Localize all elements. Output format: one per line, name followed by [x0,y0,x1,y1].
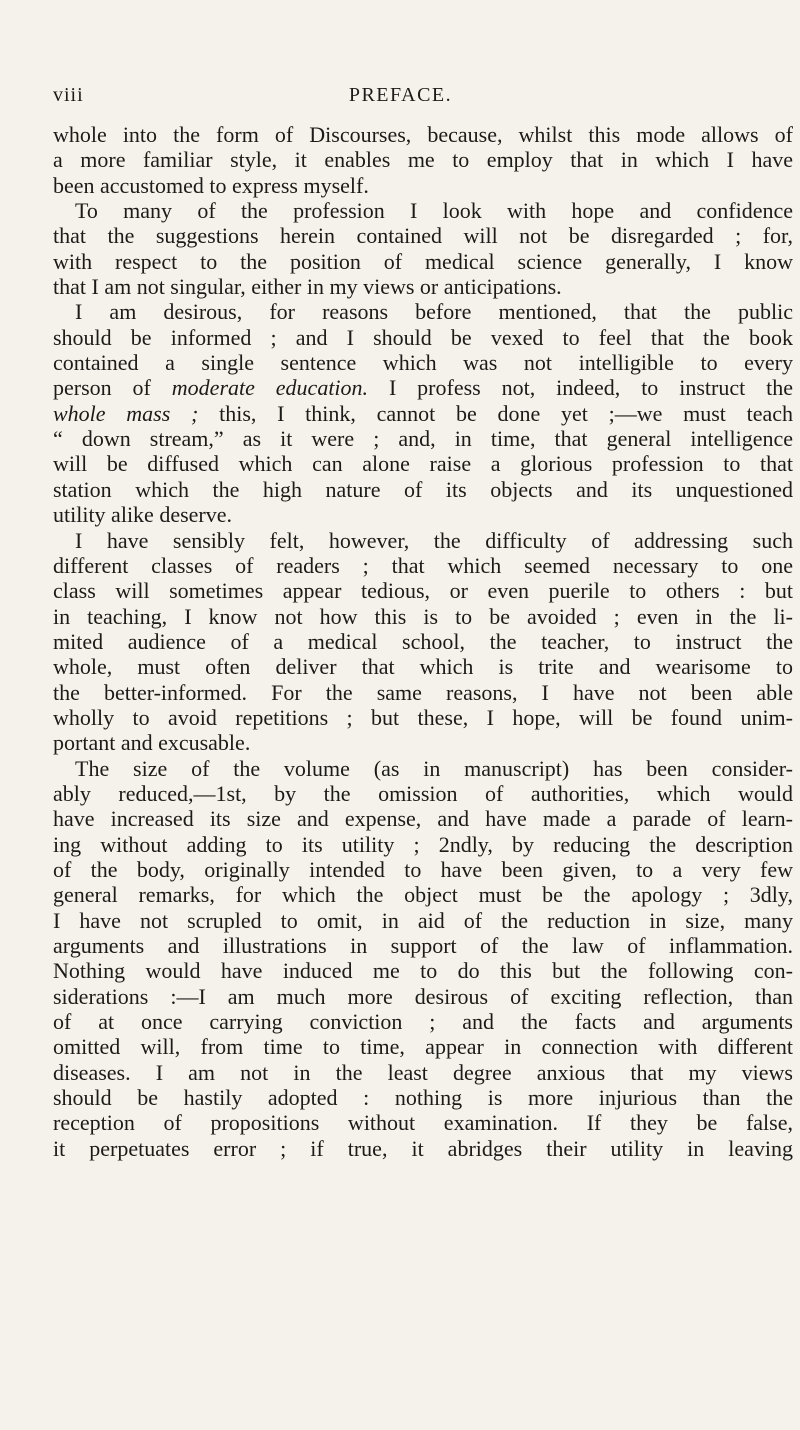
text-line: I am desirous, for reasons before mentioned, that the public [75,299,793,325]
text-line: contained a single sentence which was not intelligible to every [53,350,793,376]
text-line: whole, must often deliver that which is trite and wearisome to [53,654,793,680]
text-line: should be hastily adopted : nothing is more injurious than the [53,1085,793,1111]
text-line: in teaching, I know not how this is to be avoided ; even in the li- [53,603,793,629]
italic-phrase: moderate education. [171,375,369,401]
text-line: siderations :—I am much more desirous of exciting reflection, than [53,983,793,1009]
text-line: with respect to the position of medical science generally, I know [53,248,793,274]
text-segment: person of [53,375,172,401]
text-line: the better-informed. For the same reasons, I have not been able [53,679,793,705]
text-line: wholly to avoid repetitions ; but these, I hope, will be found unim- [53,704,793,730]
text-line: I have sensibly felt, however, the difficulty of addressing such [75,527,793,553]
text-line: utility alike deserve. [53,502,232,528]
text-line: a more familiar style, it enables me to employ that in which I have [53,147,793,173]
text-line: The size of the volume (as in manuscript) has been consider- [75,755,793,781]
text-line: general remarks, for which the object must be the apology ; 3dly, [53,882,793,908]
text-line: omitted will, from time to time, appear in connection with different [53,1034,793,1060]
text-line: diseases. I am not in the least degree anxious that my views [53,1059,793,1085]
text-line: different classes of readers ; that which seemed necessary to one [53,552,793,578]
text-line: I have not scrupled to omit, in aid of the reduction in size, many [53,907,793,933]
text-line: of at once carrying conviction ; and the facts and arguments [53,1009,793,1035]
body-text [53,122,793,1161]
text-line: mited audience of a medical school, the teacher, to instruct the [53,628,793,654]
text-line-with-italic [53,401,793,426]
text-line: of the body, originally intended to have been given, to a very few [53,856,793,882]
text-line: arguments and illustrations in support of the law of inflammation. [53,933,793,958]
running-head [53,84,748,108]
text-line: should be informed ; and I should be vexed to feel that the book [53,324,793,350]
running-title: PREFACE. [348,84,453,106]
text-line: To many of the profession I look with hope and confidence [75,198,793,224]
italic-phrase: whole mass ; [53,400,199,426]
text-line: Nothing would have induced me to do this but the following con- [53,958,793,984]
text-segment: this, I think, cannot be done yet ;—we must teach [198,400,794,426]
text-line: ably reduced,—1st, by the omission of authorities, which would [53,780,793,806]
text-segment: I profess not, indeed, to instruct the [368,375,793,401]
text-line: ing without adding to its utility ; 2ndly, by reducing the description [53,831,793,857]
page-number: viii [53,84,84,106]
text-line: class will sometimes appear tedious, or even puerile to others : but [53,578,793,604]
text-line-with-italic [53,375,793,400]
text-line: reception of propositions without examination. If they be false, [53,1110,793,1136]
text-line: portant and excusable. [53,730,251,756]
text-line: it perpetuates error ; if true, it abridges their utility in leaving [53,1135,793,1161]
text-line: that I am not singular, either in my views or anticipations. [53,274,562,300]
text-line: “ down stream,” as it were ; and, in time, that general intelligence [53,426,793,452]
text-line: whole into the form of Discourses, because, whilst this mode allows of [53,122,793,147]
text-line: been accustomed to express myself. [53,172,369,198]
text-line: have increased its size and expense, and have made a parade of learn- [53,806,793,832]
text-line: will be diffused which can alone raise a glorious profession to that [53,451,793,477]
text-line: that the suggestions herein contained will not be disregarded ; for, [53,223,793,249]
text-line: station which the high nature of its objects and its unquestioned [53,476,793,502]
